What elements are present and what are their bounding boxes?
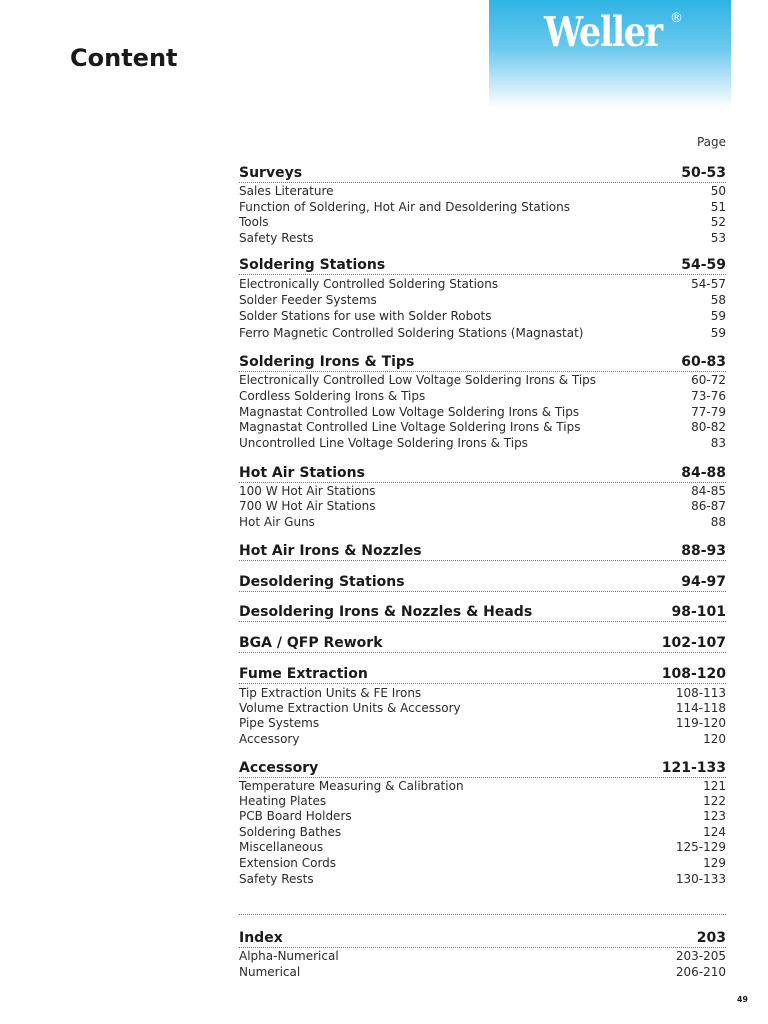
toc-item xyxy=(239,779,726,794)
toc-item-pages: 84-85 xyxy=(691,484,726,498)
section-heading xyxy=(239,604,726,622)
toc-item xyxy=(239,184,726,199)
section-title: BGA / QFP Rework xyxy=(239,635,383,651)
section-pages: 203 xyxy=(696,930,726,946)
toc-item-pages: 73-76 xyxy=(691,389,726,403)
toc-item-pages: 120 xyxy=(703,732,726,746)
section-title: Desoldering Stations xyxy=(239,574,405,590)
weller-logo: Weller xyxy=(544,8,662,56)
toc-item-pages: 60-72 xyxy=(691,373,726,387)
toc-item xyxy=(239,373,726,388)
page-column-header: Page xyxy=(696,135,726,149)
toc-item xyxy=(239,215,726,230)
section-title: Soldering Stations xyxy=(239,257,386,273)
toc-item-label: Cordless Soldering Irons & Tips xyxy=(239,389,426,403)
toc-item-label: PCB Board Holders xyxy=(239,809,352,823)
section-divider xyxy=(239,914,726,915)
toc-item xyxy=(239,872,726,887)
section-heading xyxy=(239,543,726,561)
toc-item-label: Miscellaneous xyxy=(239,840,324,854)
weller-logo-band xyxy=(489,0,731,108)
section-heading xyxy=(239,760,726,778)
toc-item-pages: 59 xyxy=(710,309,726,323)
toc-item xyxy=(239,499,726,514)
toc-item-label: Temperature Measuring & Calibration xyxy=(239,779,464,793)
section-heading xyxy=(239,165,726,183)
section-pages: 108-120 xyxy=(661,666,726,682)
toc-item-label: Ferro Magnetic Controlled Soldering Stations (Magnastat) xyxy=(239,326,584,340)
toc-item-label: Electronically Controlled Low Voltage Soldering Irons & Tips xyxy=(239,373,597,387)
toc-item-label: Electronically Controlled Soldering Stations xyxy=(239,277,499,291)
section-heading xyxy=(239,666,726,684)
toc-item-label: Safety Rests xyxy=(239,231,314,245)
toc-item-label: Solder Stations for use with Solder Robots xyxy=(239,309,492,323)
toc-item xyxy=(239,389,726,404)
toc-item xyxy=(239,484,726,499)
toc-item-label: Heating Plates xyxy=(239,794,327,808)
toc-item-label: Hot Air Guns xyxy=(239,515,315,529)
section-heading xyxy=(239,354,726,372)
section-title: Hot Air Stations xyxy=(239,465,365,481)
toc-item-pages: 125-129 xyxy=(675,840,726,854)
toc-item-label: Alpha-Numerical xyxy=(239,949,339,963)
toc-item-pages: 203-205 xyxy=(675,949,726,963)
section-pages: 84-88 xyxy=(681,465,726,481)
section-title: Accessory xyxy=(239,760,319,776)
toc-item xyxy=(239,277,726,292)
toc-item-pages: 129 xyxy=(703,856,726,870)
toc-item-label: 700 W Hot Air Stations xyxy=(239,499,376,513)
toc-item-pages: 88 xyxy=(710,515,726,529)
toc-item xyxy=(239,701,726,716)
section-pages: 94-97 xyxy=(681,574,726,590)
toc-item-pages: 80-82 xyxy=(691,420,726,434)
toc-item-pages: 114-118 xyxy=(675,701,726,715)
toc-item-label: Magnastat Controlled Line Voltage Soldering Irons & Tips xyxy=(239,420,581,434)
toc-item-pages: 206-210 xyxy=(675,965,726,979)
toc-item xyxy=(239,856,726,871)
toc-item-label: Soldering Bathes xyxy=(239,825,342,839)
toc-item xyxy=(239,405,726,420)
toc-item-label: Tip Extraction Units & FE Irons xyxy=(239,686,422,700)
section-pages: 98-101 xyxy=(671,604,726,620)
section-pages: 121-133 xyxy=(661,760,726,776)
toc-item-label: Accessory xyxy=(239,732,300,746)
toc-item xyxy=(239,716,726,731)
toc-item-pages: 86-87 xyxy=(691,499,726,513)
section-pages: 50-53 xyxy=(681,165,726,181)
toc-item-pages: 50 xyxy=(710,184,726,198)
toc-item-pages: 53 xyxy=(710,231,726,245)
toc-item xyxy=(239,949,726,964)
toc-item xyxy=(239,293,726,308)
section-title: Index xyxy=(239,930,283,946)
toc-item-label: Solder Feeder Systems xyxy=(239,293,377,307)
section-pages: 60-83 xyxy=(681,354,726,370)
toc-item-pages: 124 xyxy=(703,825,726,839)
toc-item-label: Safety Rests xyxy=(239,872,314,886)
toc-item-pages: 58 xyxy=(710,293,726,307)
page-number: 49 xyxy=(736,995,748,1004)
toc-item xyxy=(239,840,726,855)
toc-item xyxy=(239,326,726,341)
toc-item xyxy=(239,309,726,324)
toc-item xyxy=(239,825,726,840)
toc-item-label: Function of Soldering, Hot Air and Desoldering Stations xyxy=(239,200,570,214)
toc-item-pages: 119-120 xyxy=(675,716,726,730)
toc-item-pages: 77-79 xyxy=(691,405,726,419)
section-title: Desoldering Irons & Nozzles & Heads xyxy=(239,604,533,620)
toc-item-label: Numerical xyxy=(239,965,301,979)
toc-item-label: Sales Literature xyxy=(239,184,334,198)
toc-item-pages: 123 xyxy=(703,809,726,823)
section-title: Surveys xyxy=(239,165,303,181)
section-heading xyxy=(239,465,726,483)
section-title: Fume Extraction xyxy=(239,666,368,682)
registered-mark: ® xyxy=(670,11,683,26)
toc-item xyxy=(239,794,726,809)
section-heading xyxy=(239,635,726,653)
toc-item-label: Pipe Systems xyxy=(239,716,320,730)
toc-item-label: Tools xyxy=(239,215,269,229)
toc-item xyxy=(239,420,726,435)
section-pages: 88-93 xyxy=(681,543,726,559)
section-title: Hot Air Irons & Nozzles xyxy=(239,543,422,559)
toc-item-label: Uncontrolled Line Voltage Soldering Irons & Tips xyxy=(239,436,528,450)
toc-item-pages: 59 xyxy=(710,326,726,340)
toc-item xyxy=(239,231,726,246)
toc-item xyxy=(239,686,726,701)
toc-item-label: Extension Cords xyxy=(239,856,337,870)
toc-item-pages: 54-57 xyxy=(691,277,726,291)
toc-item-pages: 121 xyxy=(703,779,726,793)
toc-item-pages: 108-113 xyxy=(675,686,726,700)
toc-item xyxy=(239,809,726,824)
toc-item xyxy=(239,200,726,215)
toc-item-pages: 52 xyxy=(710,215,726,229)
toc-item xyxy=(239,515,726,530)
toc-item-label: 100 W Hot Air Stations xyxy=(239,484,376,498)
toc-item-label: Magnastat Controlled Low Voltage Soldering Irons & Tips xyxy=(239,405,580,419)
section-heading xyxy=(239,574,726,592)
toc-item xyxy=(239,436,726,451)
page-title: Content xyxy=(70,44,178,72)
toc-item xyxy=(239,965,726,980)
section-pages: 102-107 xyxy=(661,635,726,651)
toc-item-pages: 51 xyxy=(710,200,726,214)
section-heading xyxy=(239,257,726,275)
section-heading xyxy=(239,930,726,948)
toc-item-label: Volume Extraction Units & Accessory xyxy=(239,701,461,715)
toc-item xyxy=(239,732,726,747)
toc-item-pages: 83 xyxy=(710,436,726,450)
section-pages: 54-59 xyxy=(681,257,726,273)
toc-item-pages: 122 xyxy=(703,794,726,808)
section-title: Soldering Irons & Tips xyxy=(239,354,415,370)
toc-item-pages: 130-133 xyxy=(675,872,726,886)
